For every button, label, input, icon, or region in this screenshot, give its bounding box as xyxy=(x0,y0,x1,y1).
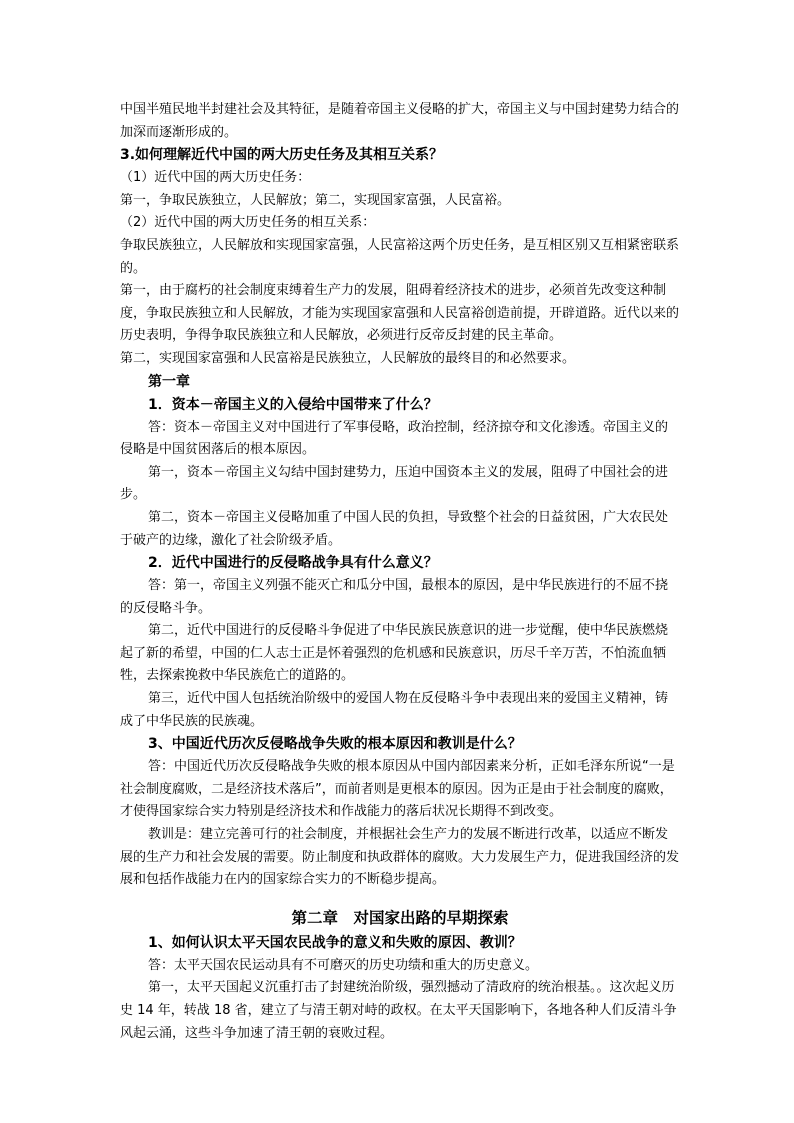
paragraph: 答：资本－帝国主义对中国进行了军事侵略，政治控制，经济掠夺和文化渗透。帝国主义的侵略是中国贫困落后的根本原因。 xyxy=(120,419,669,458)
paragraph: （2）近代中国的两大历史任务的相互关系： xyxy=(120,215,376,231)
paragraph: 争取民族独立，人民解放和实现国家富强，人民富裕这两个历史任务，是互相区别又互相紧密联系的。 xyxy=(120,237,680,276)
chapter-title: 第二章 对国家出路的早期探索 xyxy=(291,908,509,927)
paragraph: 第一，争取民族独立，人民解放；第二，实现国家富强，人民富裕。 xyxy=(120,192,511,208)
paragraph: 教训是：建立完善可行的社会制度，并根据社会生产力的发展不断进行改革，以适应不断发展的生产力和社会发展的需要。防止制度和执政群体的腐败。大力发展生产力，促进我国经济的发展和包括作战能力在内的国家综合实力的不断稳步提高。 xyxy=(120,827,680,888)
paragraph: 答：第一，帝国主义列强不能灭亡和瓜分中国，最根本的原因，是中华民族进行的不屈不挠的反侵略斗争。 xyxy=(120,578,669,616)
paragraph: 第一，由于腐朽的社会制度束缚着生产力的发展，阻碍着经济技术的进步，必须首先改变这种制度，争取民族独立和人民解放，才能为实现国家富强和人民富裕创造前提，开辟道路。近代以来的历史表明，争得争取民族独立和人民解放，必须进行反帝反封建的民主革命。 xyxy=(120,283,680,344)
paragraph: 第二，资本－帝国主义侵略加重了中国人民的负担，导致整个社会的日益贫困，广大农民处于破产的边缘，激化了社会阶级矛盾。 xyxy=(120,509,669,548)
question-heading: 1、如何认识太平天国农民战争的意义和失败的原因、教训？ xyxy=(148,934,522,951)
paragraph: 答：中国近代历次反侵略战争失败的根本原因从中国内部因素来分析，正如毛泽东所说“一是社会制度腐败，二是经济技术落后”，而前者则是更根本的原因。因为正是由于社会制度的腐败，才使得国家综合实力特别是经济技术和作战能力的落后状况长期得不到改变。 xyxy=(120,759,675,820)
paragraph: 第二，近代中国进行的反侵略斗争促进了中华民族民族意识的进一步觉醒，使中华民族燃烧起了新的希望，中国的仁人志士正是怀着强烈的危机感和民族意识，历尽千辛万苦，不怕流血牺牲，去探索挽救中华民族危亡的道路的。 xyxy=(120,623,669,684)
paragraph: 中国半殖民地半封建社会及其特征，是随着帝国主义侵略的扩大，帝国主义与中国封建势力结合的加深而逐渐形成的。 xyxy=(120,102,680,140)
document-body xyxy=(120,99,680,1045)
question-heading: 2．近代中国进行的反侵略战争具有什么意义？ xyxy=(148,555,438,572)
paragraph: 第一，太平天国起义沉重打击了封建统治阶级，强烈撼动了清政府的统治根基。。这次起义历史 14 年，转战 18 省，建立了与清王朝对峙的政权。在太平天国影响下，各地各种人们反清斗争风起云涌，这些斗争加速了清王朝的衰败过程。 xyxy=(120,980,677,1041)
paragraph: 答：太平天国农民运动具有不可磨灭的历史功绩和重大的历史意义。 xyxy=(148,957,539,973)
question-heading: 1．资本－帝国主义的入侵给中国带来了什么？ xyxy=(148,396,438,413)
question-heading: 3.如何理解近代中国的两大历史任务及其相互关系？ xyxy=(120,147,444,164)
paragraph: 第二，实现国家富强和人民富裕是民族独立，人民解放的最终目的和必然要求。 xyxy=(120,350,576,366)
paragraph: 第三，近代中国人包括统治阶级中的爱国人物在反侵略斗争中表现出来的爱国主义精神，铸成了中华民族的民族魂。 xyxy=(120,691,669,729)
paragraph: （1）近代中国的两大历史任务： xyxy=(120,170,311,186)
chapter-heading: 第一章 xyxy=(148,373,190,390)
question-heading: 3、中国近代历次反侵略战争失败的根本原因和教训是什么？ xyxy=(148,736,522,753)
paragraph: 第一，资本－帝国主义勾结中国封建势力，压迫中国资本主义的发展，阻碍了中国社会的进步。 xyxy=(120,464,669,503)
